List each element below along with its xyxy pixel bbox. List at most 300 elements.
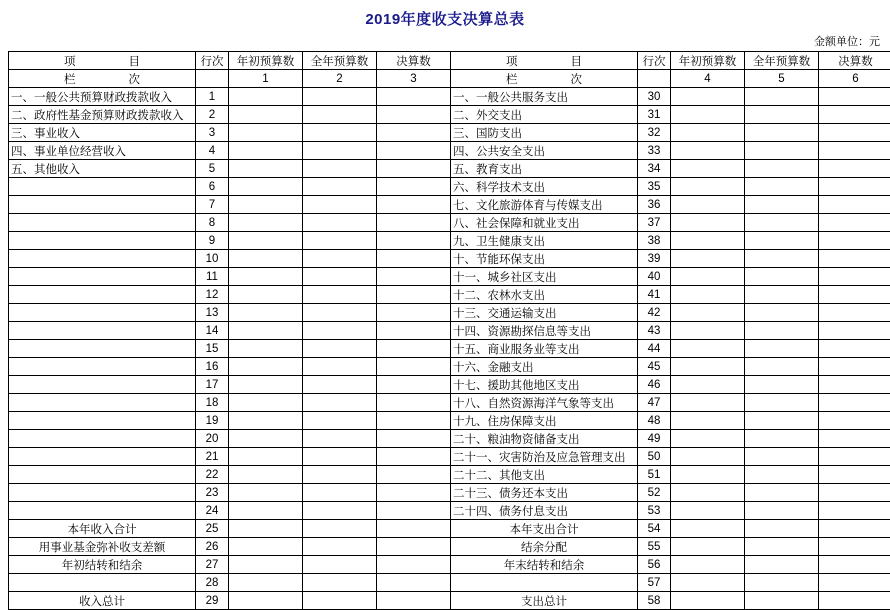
table-row — [9, 268, 890, 286]
colrow-right-line — [638, 70, 671, 88]
row-right-item: 二十四、债务付息支出 — [451, 502, 638, 520]
row-right-value-2[interactable] — [745, 502, 819, 520]
row-right-value-3[interactable] — [819, 160, 890, 178]
row-right-line: 56 — [638, 556, 671, 574]
row-right-line: 46 — [638, 376, 671, 394]
table-row — [9, 250, 890, 268]
row-right-line: 54 — [638, 520, 671, 538]
row-left-value-3[interactable] — [377, 556, 451, 574]
row-right-value-2[interactable] — [745, 340, 819, 358]
row-left-line: 13 — [196, 304, 229, 322]
row-left-value-2[interactable] — [303, 286, 377, 304]
row-left-value-3[interactable] — [377, 358, 451, 376]
row-left-item — [9, 376, 196, 394]
colnum-3: 3 — [377, 70, 451, 88]
document-page — [0, 8, 890, 567]
row-left-value-2[interactable] — [303, 178, 377, 196]
row-left-value-1[interactable] — [229, 502, 303, 520]
row-right-value-3[interactable] — [819, 538, 890, 556]
row-left-line: 26 — [196, 538, 229, 556]
row-right-value-3[interactable] — [819, 376, 890, 394]
table-row — [9, 232, 890, 250]
row-left-value-1[interactable] — [229, 142, 303, 160]
table-row — [9, 106, 890, 124]
row-left-value-1[interactable] — [229, 196, 303, 214]
row-right-value-3[interactable] — [819, 196, 890, 214]
row-left-value-2[interactable] — [303, 214, 377, 232]
row-right-value-3[interactable] — [819, 448, 890, 466]
row-right-value-3[interactable] — [819, 124, 890, 142]
row-right-item: 八、社会保障和就业支出 — [451, 214, 638, 232]
row-right-value-3[interactable] — [819, 178, 890, 196]
row-left-item — [9, 484, 196, 502]
row-left-value-1[interactable] — [229, 340, 303, 358]
row-right-value-3[interactable] — [819, 394, 890, 412]
row-left-value-3[interactable] — [377, 106, 451, 124]
row-right-value-1[interactable] — [671, 142, 745, 160]
row-left-value-3[interactable] — [377, 502, 451, 520]
row-left-line: 1 — [196, 88, 229, 106]
row-left-value-1[interactable] — [229, 160, 303, 178]
row-left-value-2[interactable] — [303, 556, 377, 574]
row-left-value-2[interactable] — [303, 592, 377, 610]
row-right-value-2[interactable] — [745, 160, 819, 178]
row-right-value-1[interactable] — [671, 178, 745, 196]
row-right-value-1[interactable] — [671, 484, 745, 502]
row-left-value-1[interactable] — [229, 124, 303, 142]
row-right-item: 支出总计 — [451, 592, 638, 610]
row-right-value-1[interactable] — [671, 412, 745, 430]
row-right-value-3[interactable] — [819, 358, 890, 376]
row-left-line: 28 — [196, 574, 229, 592]
row-left-line: 15 — [196, 340, 229, 358]
row-right-value-1[interactable] — [671, 376, 745, 394]
colrow-label-left: 栏 次 — [9, 70, 196, 88]
row-left-value-1[interactable] — [229, 592, 303, 610]
row-right-item: 十五、商业服务业等支出 — [451, 340, 638, 358]
row-right-item: 四、公共安全支出 — [451, 142, 638, 160]
colnum-4: 4 — [671, 70, 745, 88]
row-left-value-2[interactable] — [303, 142, 377, 160]
table-row — [9, 412, 890, 430]
colrow-left-line — [196, 70, 229, 88]
row-left-value-3[interactable] — [377, 466, 451, 484]
row-left-value-1[interactable] — [229, 484, 303, 502]
row-right-line: 36 — [638, 196, 671, 214]
row-left-value-3[interactable] — [377, 412, 451, 430]
row-left-item — [9, 304, 196, 322]
row-right-value-3[interactable] — [819, 286, 890, 304]
row-right-value-2[interactable] — [745, 250, 819, 268]
row-left-line: 4 — [196, 142, 229, 160]
row-right-value-3[interactable] — [819, 232, 890, 250]
row-left-value-1[interactable] — [229, 448, 303, 466]
row-right-value-1[interactable] — [671, 124, 745, 142]
colnum-5: 5 — [745, 70, 819, 88]
row-left-value-2[interactable] — [303, 412, 377, 430]
row-left-line: 12 — [196, 286, 229, 304]
row-right-value-2[interactable] — [745, 214, 819, 232]
row-right-value-2[interactable] — [745, 484, 819, 502]
table-row — [9, 376, 890, 394]
row-right-value-3[interactable] — [819, 412, 890, 430]
row-left-value-2[interactable] — [303, 232, 377, 250]
row-left-value-3[interactable] — [377, 88, 451, 106]
row-left-value-2[interactable] — [303, 430, 377, 448]
row-left-value-3[interactable] — [377, 232, 451, 250]
row-right-value-1[interactable] — [671, 592, 745, 610]
row-right-value-3[interactable] — [819, 304, 890, 322]
table-row — [9, 322, 890, 340]
row-right-line: 39 — [638, 250, 671, 268]
row-left-value-2[interactable] — [303, 124, 377, 142]
row-right-line: 51 — [638, 466, 671, 484]
row-right-item: 十六、金融支出 — [451, 358, 638, 376]
table-body — [9, 52, 890, 610]
row-right-value-2[interactable] — [745, 142, 819, 160]
row-left-value-3[interactable] — [377, 160, 451, 178]
row-right-value-3[interactable] — [819, 502, 890, 520]
row-left-value-3[interactable] — [377, 142, 451, 160]
row-right-value-2[interactable] — [745, 520, 819, 538]
row-right-value-2[interactable] — [745, 430, 819, 448]
row-right-value-2[interactable] — [745, 376, 819, 394]
row-right-value-2[interactable] — [745, 106, 819, 124]
row-left-line: 14 — [196, 322, 229, 340]
row-right-value-2[interactable] — [745, 412, 819, 430]
row-right-value-1[interactable] — [671, 574, 745, 592]
row-left-value-3[interactable] — [377, 250, 451, 268]
row-right-line: 37 — [638, 214, 671, 232]
row-left-value-1[interactable] — [229, 322, 303, 340]
row-right-value-3[interactable] — [819, 106, 890, 124]
row-left-value-1[interactable] — [229, 520, 303, 538]
row-right-value-1[interactable] — [671, 88, 745, 106]
row-left-value-2[interactable] — [303, 394, 377, 412]
row-left-value-1[interactable] — [229, 574, 303, 592]
row-left-item — [9, 358, 196, 376]
row-left-item: 年初结转和结余 — [9, 556, 196, 574]
row-right-value-2[interactable] — [745, 358, 819, 376]
row-left-value-3[interactable] — [377, 520, 451, 538]
row-left-item — [9, 448, 196, 466]
row-left-item — [9, 502, 196, 520]
row-right-value-1[interactable] — [671, 322, 745, 340]
row-right-value-3[interactable] — [819, 88, 890, 106]
row-right-item: 五、教育支出 — [451, 160, 638, 178]
header-right-item: 项 目 — [451, 52, 638, 70]
row-right-value-2[interactable] — [745, 178, 819, 196]
row-left-line: 19 — [196, 412, 229, 430]
row-left-value-3[interactable] — [377, 214, 451, 232]
row-left-item: 本年收入合计 — [9, 520, 196, 538]
table-row — [9, 358, 890, 376]
table-row — [9, 88, 890, 106]
row-left-value-1[interactable] — [229, 556, 303, 574]
row-left-line: 7 — [196, 196, 229, 214]
row-right-value-2[interactable] — [745, 232, 819, 250]
row-right-value-3[interactable] — [819, 322, 890, 340]
row-right-item — [451, 574, 638, 592]
row-left-value-2[interactable] — [303, 574, 377, 592]
row-left-line: 8 — [196, 214, 229, 232]
row-right-value-1[interactable] — [671, 250, 745, 268]
row-right-line: 53 — [638, 502, 671, 520]
row-left-item — [9, 286, 196, 304]
row-left-value-3[interactable] — [377, 286, 451, 304]
row-right-value-2[interactable] — [745, 322, 819, 340]
row-left-line: 17 — [196, 376, 229, 394]
row-left-value-2[interactable] — [303, 484, 377, 502]
row-right-value-1[interactable] — [671, 430, 745, 448]
row-left-item — [9, 268, 196, 286]
row-right-value-2[interactable] — [745, 448, 819, 466]
row-left-item: 四、事业单位经营收入 — [9, 142, 196, 160]
table-row — [9, 466, 890, 484]
row-right-value-2[interactable] — [745, 466, 819, 484]
row-left-value-2[interactable] — [303, 340, 377, 358]
header-right-col-2: 全年预算数 — [745, 52, 819, 70]
row-right-line: 43 — [638, 322, 671, 340]
row-left-item: 五、其他收入 — [9, 160, 196, 178]
row-left-value-2[interactable] — [303, 268, 377, 286]
table-row — [9, 286, 890, 304]
row-right-line: 30 — [638, 88, 671, 106]
row-left-value-1[interactable] — [229, 268, 303, 286]
row-left-line: 29 — [196, 592, 229, 610]
table-row — [9, 142, 890, 160]
row-left-line: 27 — [196, 556, 229, 574]
table-row — [9, 520, 890, 538]
row-left-item: 用事业基金弥补收支差额 — [9, 538, 196, 556]
row-right-value-2[interactable] — [745, 124, 819, 142]
row-left-value-1[interactable] — [229, 430, 303, 448]
table-header-row — [9, 52, 890, 70]
row-left-value-3[interactable] — [377, 340, 451, 358]
row-left-line: 16 — [196, 358, 229, 376]
row-left-line: 9 — [196, 232, 229, 250]
row-right-value-3[interactable] — [819, 556, 890, 574]
row-right-line: 41 — [638, 286, 671, 304]
row-left-value-1[interactable] — [229, 466, 303, 484]
row-left-item: 二、政府性基金预算财政拨款收入 — [9, 106, 196, 124]
row-left-value-3[interactable] — [377, 304, 451, 322]
row-right-value-2[interactable] — [745, 394, 819, 412]
row-left-value-3[interactable] — [377, 322, 451, 340]
row-left-item: 收入总计 — [9, 592, 196, 610]
row-right-line: 47 — [638, 394, 671, 412]
header-left-line: 行次 — [196, 52, 229, 70]
row-right-item: 二、外交支出 — [451, 106, 638, 124]
table-row — [9, 592, 890, 610]
table-row — [9, 502, 890, 520]
row-left-value-1[interactable] — [229, 286, 303, 304]
row-right-value-2[interactable] — [745, 556, 819, 574]
row-right-value-2[interactable] — [745, 196, 819, 214]
header-left-item: 项 目 — [9, 52, 196, 70]
row-right-value-1[interactable] — [671, 502, 745, 520]
row-right-value-2[interactable] — [745, 592, 819, 610]
row-left-line: 11 — [196, 268, 229, 286]
colnum-1: 1 — [229, 70, 303, 88]
row-right-value-1[interactable] — [671, 448, 745, 466]
row-right-line: 45 — [638, 358, 671, 376]
row-right-value-3[interactable] — [819, 574, 890, 592]
row-left-value-2[interactable] — [303, 520, 377, 538]
row-left-value-2[interactable] — [303, 250, 377, 268]
row-left-value-1[interactable] — [229, 88, 303, 106]
row-left-value-2[interactable] — [303, 196, 377, 214]
row-right-value-3[interactable] — [819, 142, 890, 160]
row-right-line: 34 — [638, 160, 671, 178]
row-right-value-3[interactable] — [819, 268, 890, 286]
row-left-value-1[interactable] — [229, 106, 303, 124]
row-left-value-2[interactable] — [303, 160, 377, 178]
row-right-value-2[interactable] — [745, 538, 819, 556]
row-right-value-1[interactable] — [671, 340, 745, 358]
row-left-value-3[interactable] — [377, 124, 451, 142]
row-left-value-3[interactable] — [377, 394, 451, 412]
row-left-value-1[interactable] — [229, 538, 303, 556]
row-right-value-3[interactable] — [819, 214, 890, 232]
row-left-line: 2 — [196, 106, 229, 124]
row-left-value-3[interactable] — [377, 538, 451, 556]
row-left-value-2[interactable] — [303, 358, 377, 376]
row-right-value-3[interactable] — [819, 592, 890, 610]
row-right-value-1[interactable] — [671, 214, 745, 232]
row-left-value-1[interactable] — [229, 358, 303, 376]
row-right-value-3[interactable] — [819, 430, 890, 448]
row-right-value-1[interactable] — [671, 520, 745, 538]
row-left-value-3[interactable] — [377, 592, 451, 610]
row-right-value-1[interactable] — [671, 466, 745, 484]
row-right-value-1[interactable] — [671, 394, 745, 412]
row-right-value-3[interactable] — [819, 484, 890, 502]
row-left-value-2[interactable] — [303, 88, 377, 106]
row-left-value-2[interactable] — [303, 106, 377, 124]
row-left-item — [9, 214, 196, 232]
row-left-value-3[interactable] — [377, 196, 451, 214]
row-left-line: 21 — [196, 448, 229, 466]
row-right-value-2[interactable] — [745, 268, 819, 286]
row-right-value-1[interactable] — [671, 232, 745, 250]
header-right-col-1: 年初预算数 — [671, 52, 745, 70]
table-row — [9, 160, 890, 178]
row-right-value-3[interactable] — [819, 520, 890, 538]
row-left-value-3[interactable] — [377, 484, 451, 502]
row-left-value-2[interactable] — [303, 538, 377, 556]
row-left-line: 23 — [196, 484, 229, 502]
row-left-line: 6 — [196, 178, 229, 196]
row-left-value-2[interactable] — [303, 322, 377, 340]
row-right-item: 九、卫生健康支出 — [451, 232, 638, 250]
row-left-value-3[interactable] — [377, 178, 451, 196]
row-left-item — [9, 322, 196, 340]
row-left-value-2[interactable] — [303, 304, 377, 322]
row-right-value-1[interactable] — [671, 556, 745, 574]
row-right-line: 48 — [638, 412, 671, 430]
row-left-value-1[interactable] — [229, 250, 303, 268]
row-left-value-1[interactable] — [229, 232, 303, 250]
row-left-item — [9, 466, 196, 484]
row-left-line: 24 — [196, 502, 229, 520]
row-left-value-2[interactable] — [303, 466, 377, 484]
row-left-value-1[interactable] — [229, 412, 303, 430]
row-left-value-3[interactable] — [377, 430, 451, 448]
row-right-item: 十二、农林水支出 — [451, 286, 638, 304]
row-left-line: 20 — [196, 430, 229, 448]
row-left-value-3[interactable] — [377, 376, 451, 394]
row-left-value-1[interactable] — [229, 376, 303, 394]
row-left-value-1[interactable] — [229, 214, 303, 232]
row-right-value-1[interactable] — [671, 196, 745, 214]
row-right-line: 44 — [638, 340, 671, 358]
row-right-item: 二十三、债务还本支出 — [451, 484, 638, 502]
row-left-line: 10 — [196, 250, 229, 268]
row-right-value-3[interactable] — [819, 466, 890, 484]
row-right-line: 50 — [638, 448, 671, 466]
row-right-item: 十三、交通运输支出 — [451, 304, 638, 322]
row-left-item — [9, 232, 196, 250]
table-row — [9, 430, 890, 448]
row-right-line: 32 — [638, 124, 671, 142]
row-right-item: 六、科学技术支出 — [451, 178, 638, 196]
row-right-line: 33 — [638, 142, 671, 160]
table-row — [9, 448, 890, 466]
header-left-col-1: 年初预算数 — [229, 52, 303, 70]
row-right-value-1[interactable] — [671, 538, 745, 556]
row-right-value-3[interactable] — [819, 340, 890, 358]
row-right-value-2[interactable] — [745, 574, 819, 592]
colrow-label-right: 栏 次 — [451, 70, 638, 88]
row-left-value-3[interactable] — [377, 574, 451, 592]
row-left-value-1[interactable] — [229, 304, 303, 322]
row-right-item: 年末结转和结余 — [451, 556, 638, 574]
row-left-line: 18 — [196, 394, 229, 412]
row-right-value-2[interactable] — [745, 304, 819, 322]
row-left-item — [9, 430, 196, 448]
row-right-value-1[interactable] — [671, 268, 745, 286]
row-right-item: 二十一、灾害防治及应急管理支出 — [451, 448, 638, 466]
row-left-value-3[interactable] — [377, 268, 451, 286]
row-left-value-1[interactable] — [229, 394, 303, 412]
row-right-item: 本年支出合计 — [451, 520, 638, 538]
row-left-value-2[interactable] — [303, 448, 377, 466]
row-right-value-1[interactable] — [671, 358, 745, 376]
row-left-value-3[interactable] — [377, 448, 451, 466]
header-left-col-2: 全年预算数 — [303, 52, 377, 70]
row-left-item — [9, 412, 196, 430]
row-left-value-2[interactable] — [303, 376, 377, 394]
row-left-value-2[interactable] — [303, 502, 377, 520]
row-right-item: 十四、资源勘探信息等支出 — [451, 322, 638, 340]
row-right-item: 十七、援助其他地区支出 — [451, 376, 638, 394]
row-left-item — [9, 250, 196, 268]
row-right-value-3[interactable] — [819, 250, 890, 268]
row-right-value-2[interactable] — [745, 286, 819, 304]
row-left-line: 25 — [196, 520, 229, 538]
table-row — [9, 394, 890, 412]
row-right-value-1[interactable] — [671, 160, 745, 178]
row-right-value-1[interactable] — [671, 106, 745, 124]
row-right-value-1[interactable] — [671, 304, 745, 322]
row-left-value-1[interactable] — [229, 178, 303, 196]
table-row — [9, 340, 890, 358]
row-right-value-1[interactable] — [671, 286, 745, 304]
row-right-item: 一、一般公共服务支出 — [451, 88, 638, 106]
table-row — [9, 304, 890, 322]
row-right-value-2[interactable] — [745, 88, 819, 106]
